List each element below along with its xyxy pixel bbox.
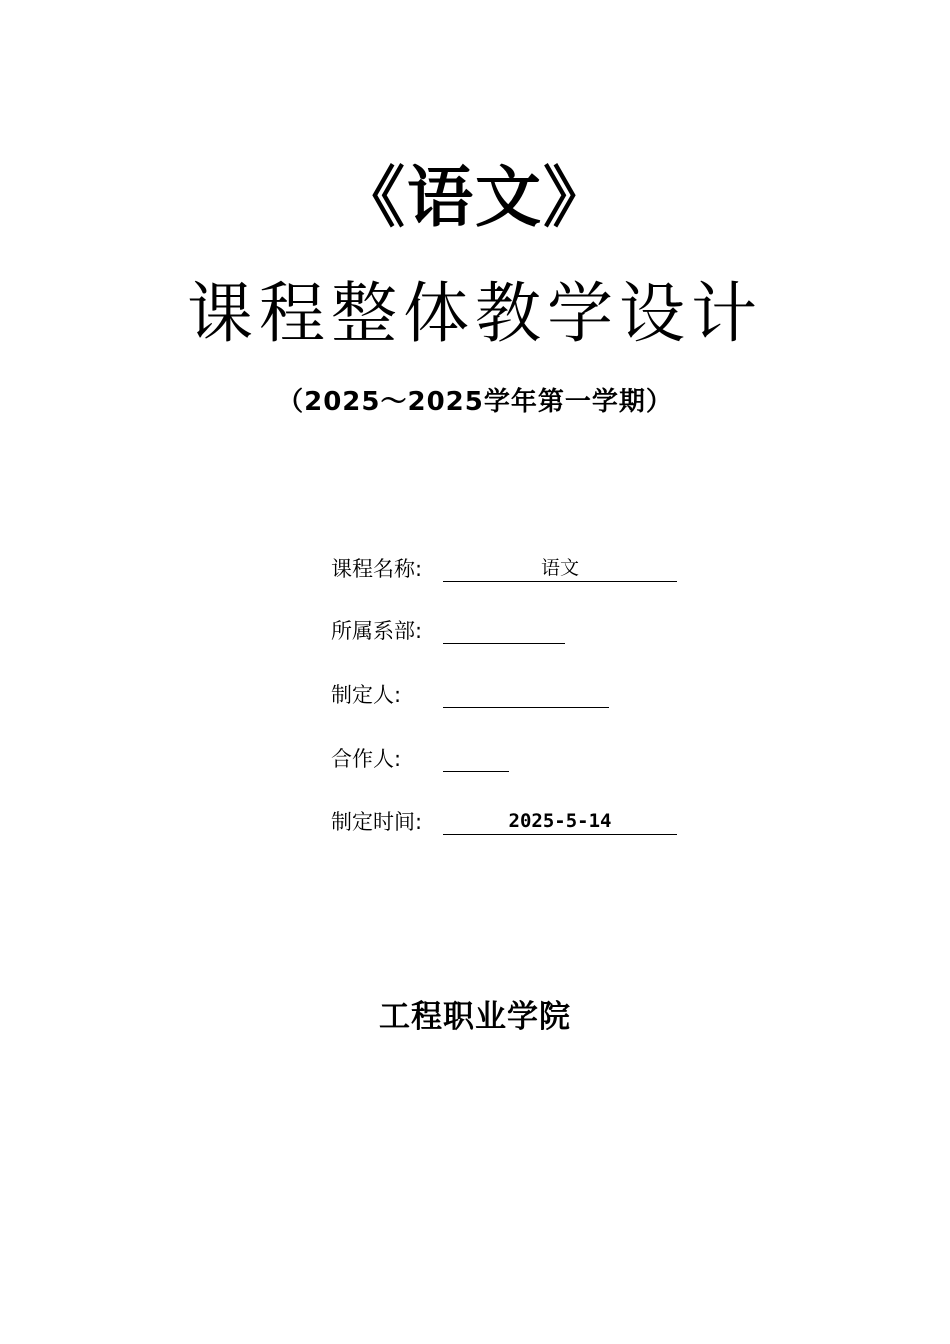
field-value bbox=[443, 617, 565, 644]
field-label: 所属系部: bbox=[331, 619, 423, 643]
field-label: 课程名称: bbox=[331, 557, 423, 581]
semester-label: （2025～2025学年第一学期） bbox=[277, 387, 673, 417]
document-subtitle: 课程整体教学设计 bbox=[187, 275, 763, 352]
field-label: 合作人: bbox=[331, 747, 402, 771]
field-value bbox=[443, 745, 509, 772]
document-title: 《语文》 bbox=[339, 159, 611, 236]
institution-name: 工程职业学院 bbox=[379, 999, 571, 1035]
field-value: 2025-5-14 bbox=[443, 808, 677, 835]
field-label: 制定时间: bbox=[331, 810, 423, 834]
field-value bbox=[443, 681, 609, 708]
field-value: 语文 bbox=[443, 555, 677, 582]
field-label: 制定人: bbox=[331, 683, 402, 707]
